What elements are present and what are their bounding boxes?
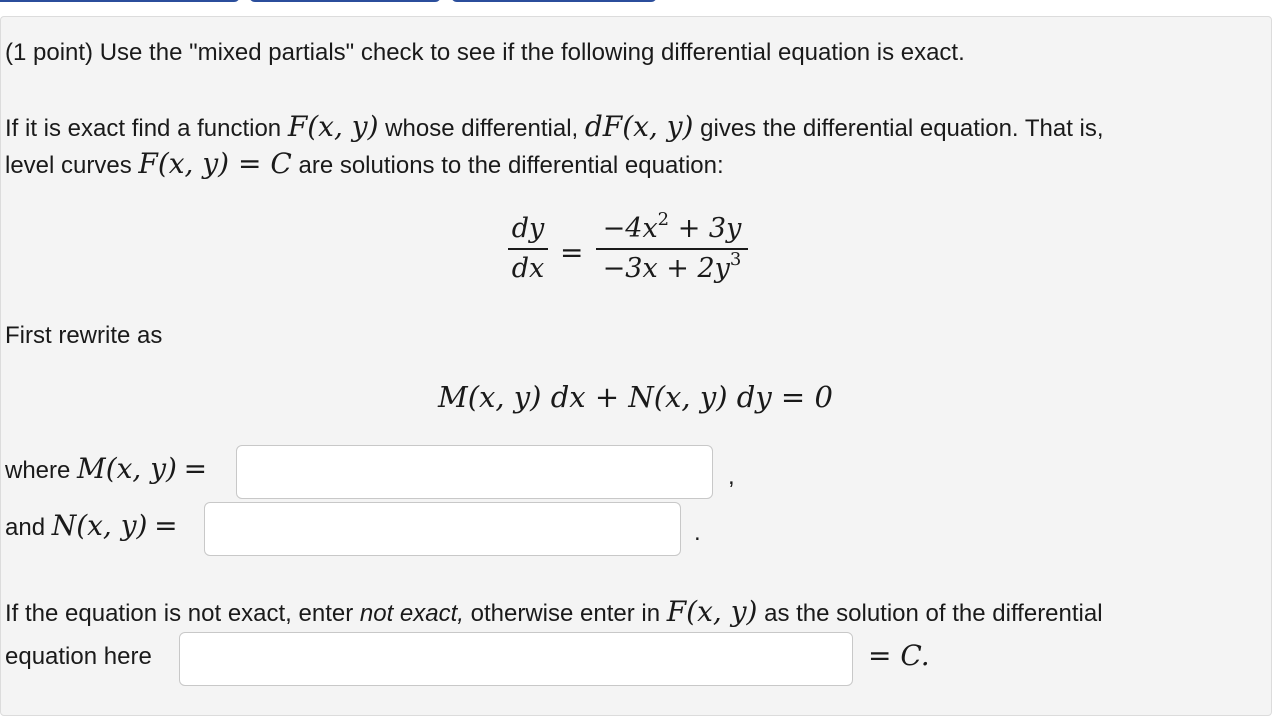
instruction-text-1: If it is exact find a function xyxy=(5,115,288,142)
not-exact-italic: not exact, xyxy=(359,600,464,627)
where-M-label: where M(x, y) = xyxy=(5,452,208,485)
rhs-numerator: $-4x^2 + 3y$ xyxy=(602,209,742,244)
tab-1[interactable] xyxy=(0,0,240,2)
F-solution-expression: F(x, y) xyxy=(666,595,758,628)
equals-C-label: = C. xyxy=(868,639,930,672)
level-curves-text: level curves xyxy=(5,152,139,179)
N-input[interactable] xyxy=(204,502,681,556)
M-input[interactable] xyxy=(236,445,713,499)
top-tabs xyxy=(0,0,1278,4)
differential-dF-expression: dF(x, y) xyxy=(584,110,694,143)
N-period: . xyxy=(694,519,701,546)
tab-3[interactable] xyxy=(451,0,657,2)
solutions-text: are solutions to the differential equation: xyxy=(291,152,724,179)
dx-denominator: dx xyxy=(511,253,545,284)
rhs-fraction xyxy=(596,209,748,286)
equation-equals: = xyxy=(560,236,584,269)
intro-text: (1 point) Use the "mixed partials" check to see if the following differential equation is exact. xyxy=(5,39,965,66)
dy-dx-fraction xyxy=(508,212,548,286)
instruction-line-2 xyxy=(5,149,724,181)
tab-2[interactable] xyxy=(249,0,441,2)
function-F-expression: F(x, y) xyxy=(287,110,379,143)
final-instruction-line-2: equation here xyxy=(5,643,152,670)
rewrite-equation: M(x, y) dx + N(x, y) dy = 0 xyxy=(438,380,833,414)
M-expression: M(x, y) xyxy=(77,452,177,485)
M-comma: , xyxy=(728,463,735,490)
final-instruction-line-1: If the equation is not exact, enter not exact, otherwise enter in F(x, y) as the solution of the differential xyxy=(5,595,1103,628)
rewrite-label: First rewrite as xyxy=(5,322,163,349)
and-N-label: and N(x, y) = xyxy=(5,509,178,542)
rhs-denominator: $-3x + 2y^3$ xyxy=(602,249,742,284)
instruction-text-2: whose differential, xyxy=(378,115,585,142)
solution-input[interactable] xyxy=(179,632,853,686)
instruction-line-1 xyxy=(5,112,1104,144)
level-curve-expression: F(x, y) = C xyxy=(138,147,292,180)
dy-numerator: dy xyxy=(511,213,545,244)
N-expression: N(x, y) xyxy=(51,509,148,542)
instruction-text-3: gives the differential equation. That is, xyxy=(693,115,1104,142)
